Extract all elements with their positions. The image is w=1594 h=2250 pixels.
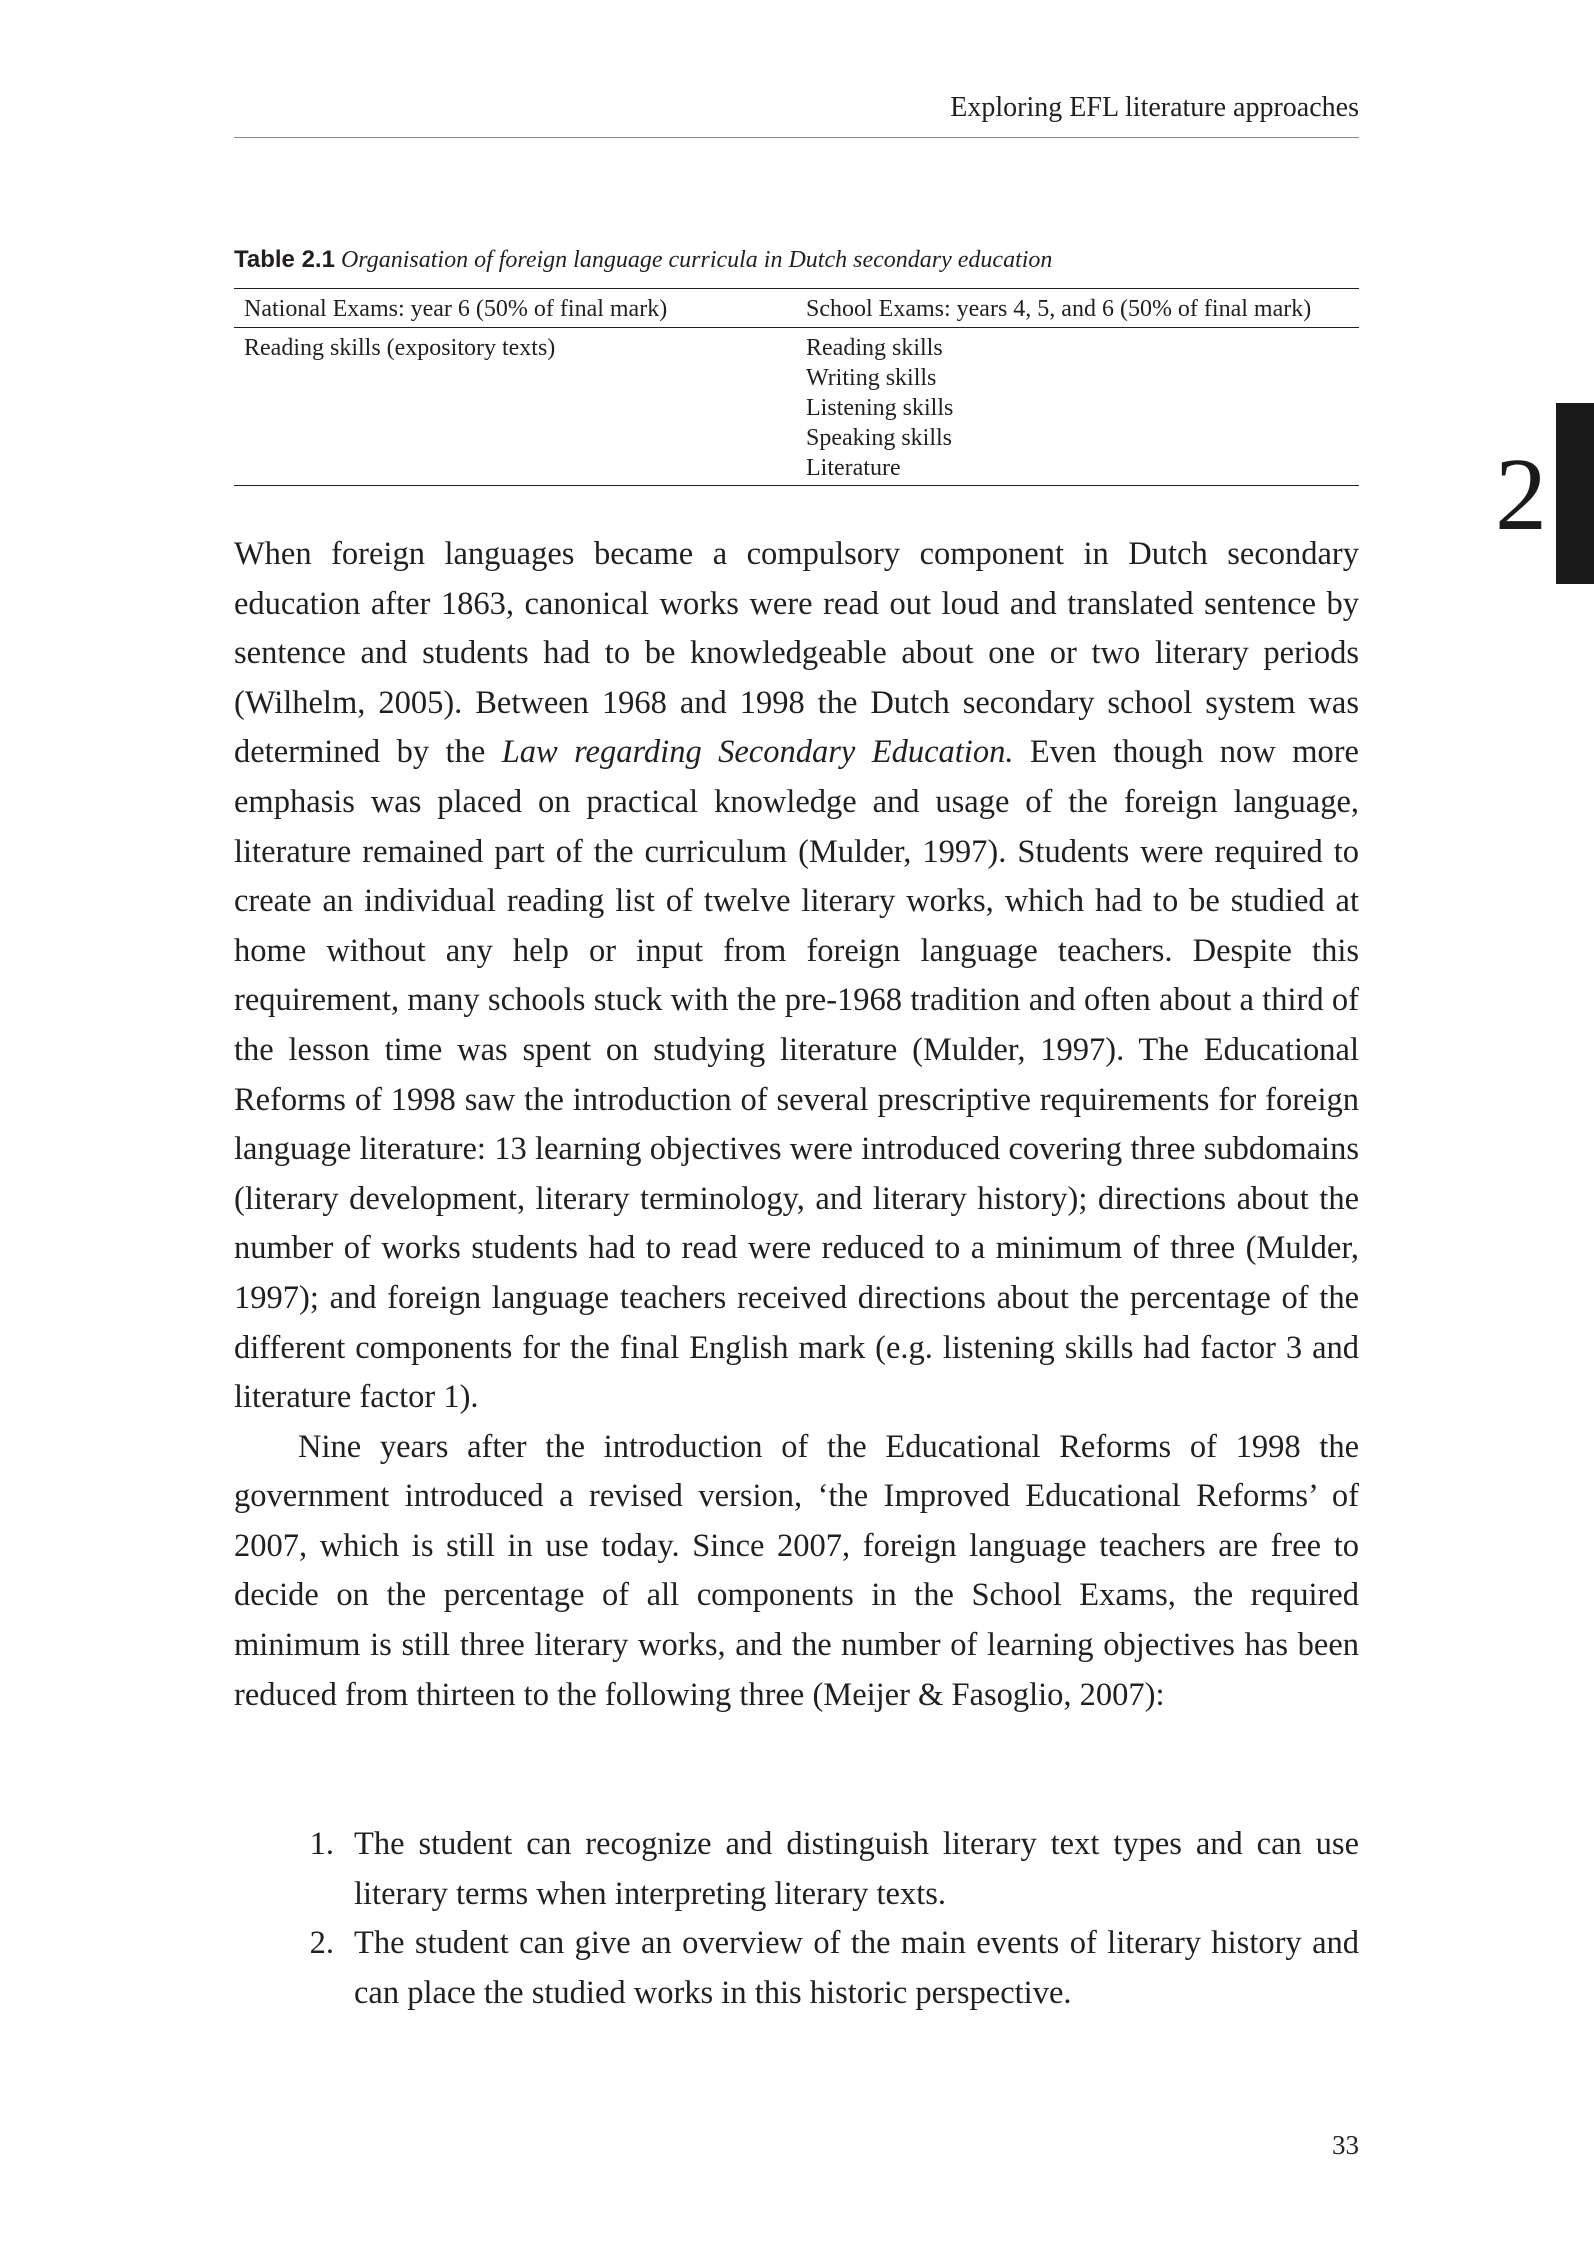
law-title-italic: Law regarding Secondary Education. — [501, 734, 1014, 771]
table-cell: Speaking skills — [806, 425, 953, 451]
list-item-text: The student can recognize and distinguish literary text types and can use literary terms when interpreting literary texts. — [354, 1826, 1359, 1912]
header-rule — [234, 137, 1359, 138]
paragraph-2: Nine years after the introduction of the Educational Reforms of 1998 the government introduced a revised version, ‘the Improved Educational Reforms’ of 2007, which is still in use today. Since 2007, foreign language teachers are free to decide on the percentage of all components in the School Exams, the required minimum is still three literary works, and the number of learning objectives has been reduced from thirteen to the following three (Meijer & Fasoglio, 2007): — [234, 1428, 1359, 1713]
table-title: Organisation of foreign language curricula in Dutch secondary education — [340, 247, 1053, 273]
paragraph-1-part-a: When foreign languages became a compulsory component in Dutch secondary education after 1863, canonical works were read out loud and translated sentence by sentence and students had to be knowledgeable about one or two literary periods (Wilhelm, 2005). Between 1968 and 1998 the Dutch secondary school system was determined by the — [234, 536, 1359, 771]
learning-objectives-list — [234, 1820, 1359, 2018]
table-cell: Listening skills — [806, 395, 954, 421]
list-item — [234, 1919, 1359, 2018]
table-cell: Writing skills — [806, 365, 937, 391]
page-number: 33 — [1332, 2130, 1359, 2160]
paragraph-1-part-b: Even though now more emphasis was placed on practical knowledge and usage of the foreign language, literature remained part of the curriculum (Mulder, 1997). Students were required to create an individual reading list of twelve literary works, which had to be studied at home without any help or input from foreign language teachers. Despite this requirement, many schools stuck with the pre-1968 tradition and often about a third of the lesson time was spent on studying literature (Mulder, 1997). The Educational Reforms of 1998 saw the introduction of several prescriptive requirements for foreign language literature: 13 learning objectives were introduced covering three subdomains (literary development, literary terminology, and literary history); directions about the number of works students had to read were reduced to a minimum of three (Mulder, 1997); and foreign language teachers received directions about the percentage of the different components for the final English mark (e.g. listening skills had factor 3 and literature factor 1). — [234, 734, 1359, 1416]
running-header: Exploring EFL literature approaches — [950, 92, 1359, 123]
column-header-school-exams: School Exams: years 4, 5, and 6 (50% of final mark) — [806, 296, 1312, 322]
curricula-table — [234, 288, 1359, 486]
column-header-national-exams: National Exams: year 6 (50% of final mark) — [244, 296, 668, 322]
chapter-tab — [1556, 403, 1594, 584]
table-cell: Reading skills (expository texts) — [244, 335, 556, 361]
list-item-number: 2. — [309, 1925, 334, 1962]
table-header-row — [234, 289, 1359, 328]
table-body-row — [234, 328, 1359, 485]
body-text — [234, 530, 1359, 1720]
school-exams-cell — [796, 333, 1359, 483]
table-cell: Literature — [806, 455, 901, 481]
list-item — [234, 1820, 1359, 1919]
list-item-text: The student can give an overview of the main events of literary history and can place the studied works in this historic perspective. — [354, 1925, 1359, 2011]
table-label: Table 2.1 — [234, 246, 335, 273]
table-cell: Reading skills — [806, 335, 943, 361]
national-exams-cell — [234, 333, 796, 483]
table-caption — [234, 244, 1359, 276]
paragraph-1 — [234, 530, 1359, 1423]
chapter-number: 2 — [1495, 437, 1547, 552]
list-item-number: 1. — [309, 1826, 334, 1862]
